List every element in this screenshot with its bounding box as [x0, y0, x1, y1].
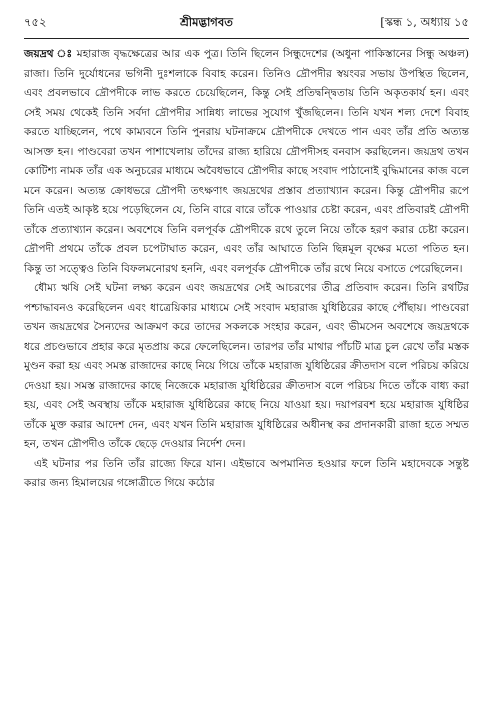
paragraph	[24, 455, 469, 494]
section-reference: [স্কন্ধ ১, অধ্যায় ১৫	[380, 15, 469, 29]
paragraph-text: এই ঘটনার পর তিনি তাঁর রাজ্যে ফিরে যান। এইভাবে অপমানিত হওয়ার ফলে তিনি মহাদেবকে সন্তুষ্ট করার জন্য হিমালয়ের গঙ্গোত্রীতে গিয়ে কঠোর	[24, 457, 469, 489]
paragraph-text: ধৌম্য ঋষি সেই ঘটনা লক্ষ্য করেন এবং জয়দ্রথের সেই আচরণের তীব্র প্রতিবাদ করেন। তিনি রথটির পশ্চাদ্ধাবনও করেছিলেন এবং ধাত্রেয়িকার মাধ্যমে সেই সংবাদ মহারাজ যুধিষ্ঠিরের কাছে পৌঁছায়। পাণ্ডবেরা তখন জয়দ্রথের সৈন্যদের আক্রমণ করে তাদের সকলকে সংহার করেন, এবং ভীমসেন অবশেষে জয়দ্রথকে ধরে প্রচণ্ডভাবে প্রহার করে মৃতপ্রায় করে ফেলেছিলেন। তারপর তাঁর মাথার পাঁচটি মাত্র চুল রেখে তাঁর মস্তক মুণ্ডন করা হয় এবং সমস্ত রাজাদের কাছে নিয়ে গিয়ে তাঁকে মহারাজ যুধিষ্ঠিরের ক্রীতদাস বলে পরিচয় করিয়ে দেওয়া হয়। সমস্ত রাজাদের কাছে নিজেকে মহারাজ যুধিষ্ঠিরের ক্রীতদাস বলে পরিচয় দিতে তাঁকে বাধ্য করা হয়, এবং সেই অবস্থায় তাঁকে মহারাজ যুধিষ্ঠিরের কাছে নিয়ে যাওয়া হয়। দয়াপরবশ হয়ে মহারাজ যুধিষ্ঠির তাঁকে মুক্ত করার আদেশ দেন, এবং যখন তিনি মহারাজ যুধিষ্ঠিরের অধীনস্থ কর প্রদানকারী রাজা হতে সম্মত হন, তখন দ্রৌপদীও তাঁকে ছেড়ে দেওয়ার নির্দেশ দেন।	[24, 282, 469, 450]
glossary-term: জয়দ্রথ ঃ	[24, 48, 73, 60]
paragraph	[24, 279, 469, 455]
paragraph-text: মহারাজ বৃদ্ধক্ষেত্রের আর এক পুত্র। তিনি ছিলেন সিন্ধুদেশের (অধুনা পাকিস্তানের সিন্ধু অঞ্চল) রাজা। তিনি দুর্যোধনের ভগিনী দুঃশলাকে বিবাহ করেন। তিনিও দ্রৌপদীর স্বয়ংবর সভায় উপস্থিত ছিলেন, এবং প্রবলভাবে দ্রৌপদীকে লাভ করতে চেয়েছিলেন, কিন্তু সেই প্রতিদ্বন্দ্বিতায় তিনি অকৃতকার্য হন। এবং সেই সময় থেকেই তিনি সর্বদা দ্রৌপদীর সান্নিধ্য লাভের সুযোগ খুঁজছিলেন। তিনি যখন শল্য দেশে বিবাহ করতে যাচ্ছিলেন, পথে কাম্যবনে তিনি পুনরায় ঘটনাক্রমে দ্রৌপদীকে দেখতে পান এবং তাঁর প্রতি অত্যন্ত আসক্ত হন। পাণ্ডবেরা তখন পাশাখেলায় তাঁদের রাজ্য হারিয়ে দ্রৌপদীসহ বনবাস করছিলেন। জয়দ্রথ তখন কোটিশ্য নামক তাঁর এক অনুচরের মাধ্যমে অবৈধভাবে দ্রৌপদীর কাছে সংবাদ পাঠানোই বুদ্ধিমানের কাজ বলে মনে করেন। অত্যন্ত ক্রোধভরে দ্রৌপদী তৎক্ষণাৎ জয়দ্রথের প্রস্তাব প্রত্যাখ্যান করেন। কিন্তু দ্রৌপদীর রূপে তিনি এতই আকৃষ্ট হয়ে পড়েছিলেন যে, তিনি বারে বারে তাঁকে পাওয়ার চেষ্টা করেন, এবং প্রতিবারই দ্রৌপদী তাঁকে প্রত্যাখ্যান করেন। অবশেষে তিনি বলপূর্বক দ্রৌপদীকে রথে তুলে নিয়ে তাঁকে হরণ করার চেষ্টা করেন। দ্রৌপদী প্রথমে তাঁকে প্রবল চপেটাঘাত করেন, এবং তাঁর আঘাতে তিনি ছিন্নমূল বৃক্ষের মতো পতিত হন। কিন্তু তা সত্ত্বেও তিনি বিফলমনোরথ হননি, এবং বলপূর্বক দ্রৌপদীকে তাঁর রথে নিয়ে বসাতে পেরেছিলেন।	[24, 48, 469, 275]
header-divider	[24, 38, 469, 39]
paragraph	[24, 45, 469, 279]
page-header	[24, 14, 469, 36]
page-number: ৭৫২	[24, 15, 47, 29]
book-title: শ্রীমদ্ভাগবত	[180, 15, 233, 29]
body-text	[24, 45, 469, 494]
